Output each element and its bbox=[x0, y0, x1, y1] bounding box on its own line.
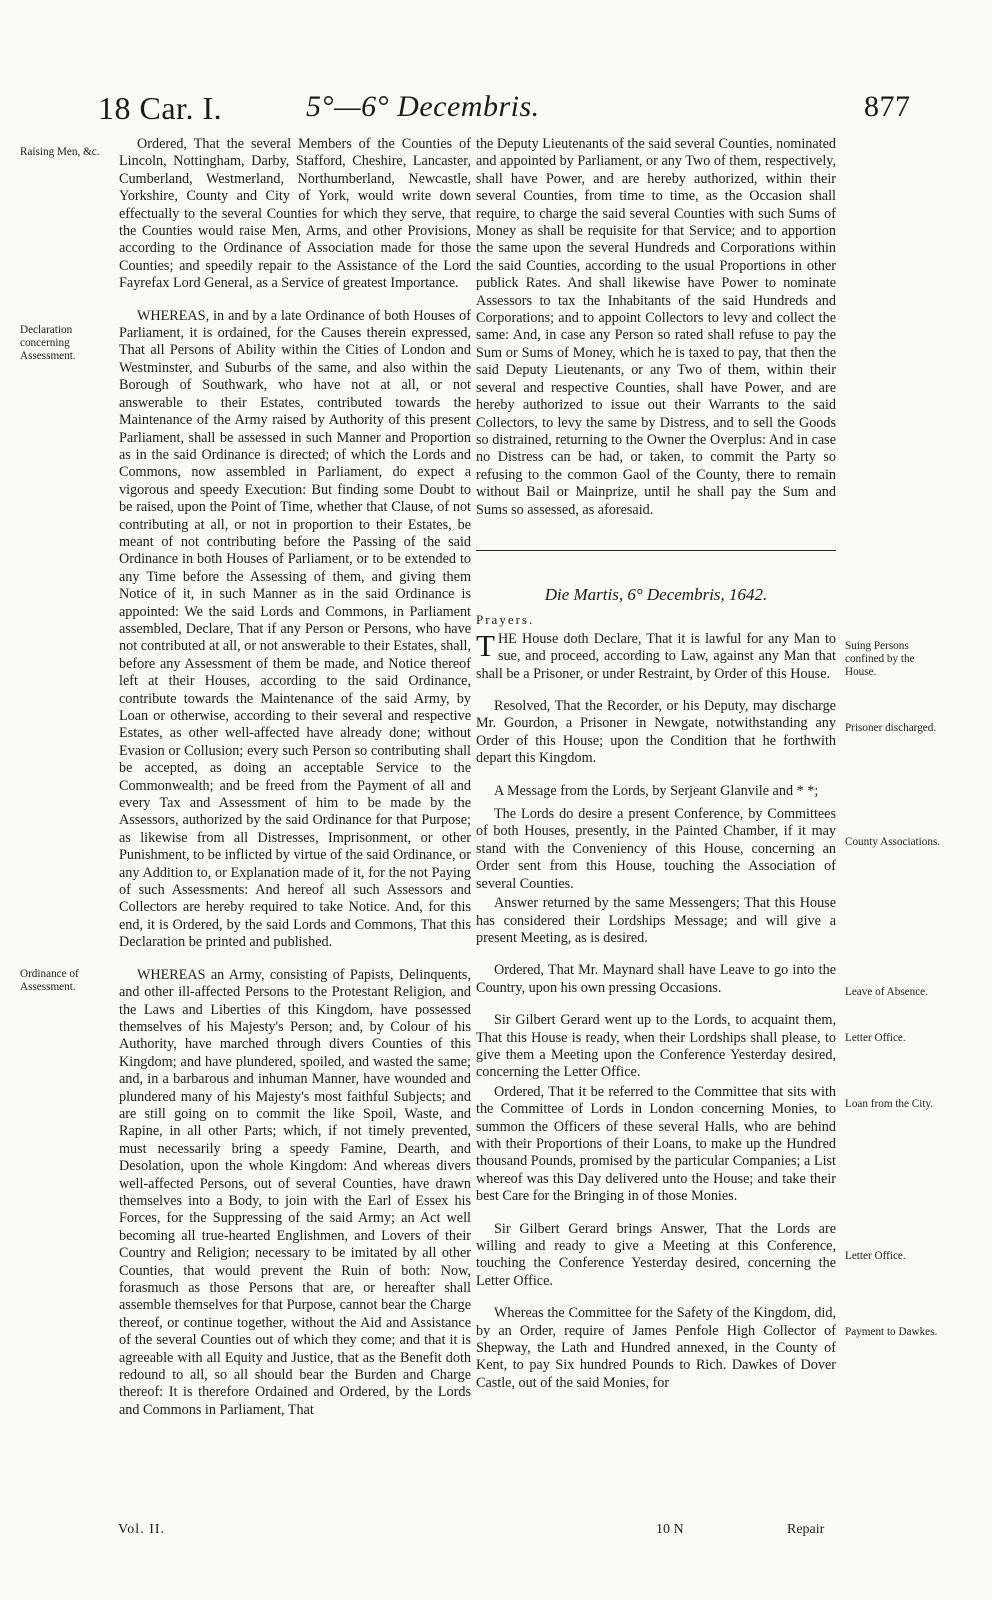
ordinance-assessment: WHEREAS an Army, consisting of Papists, Delinquents, and other ill-affected Persons to the Protestant Religion, and the Laws and Liberties of this Kingdom, have possessed themselves of his Majesty's Person; and, by Colour of his Authority, have marched through divers Counties of this Kingdom; and have plundered, spoiled, and wasted the same; and, in a barbarous and inhuman Manner, have wounded and plundered many of his Majesty's most faithful Subjects; and are still going on to commit the like Spoil, Waste, and Rapine, in all other Parts; which, if not timely prevented, must necessarily bring a speedy Famine, Dearth, and Desolation, upon the whole Kingdom: And whereas divers well-affected Persons, out of several Counties, have drawn themselves into a Body, to join with the Earl of Essex his Forces, for the Suppressing of the said Army; an Act well becoming all true-hearted Englishmen, and Lovers of their Country and Religion; necessary to be imitated by all other Counties, that would prevent the Ruin of both: Now, forasmuch as those Persons that are, or hereafter shall assemble themselves for that Purpose, cannot bear the Charge thereof, or continue together, without the Aid and Assistance of the several Counties out of which they come; and that it is agreeable with all Equity and Justice, that as the Benefit doth redound to all, so all should bear the Burden and Charge thereof: It is therefore Ordained and Ordered, by the Lords and Commons in Parliament, That bbox=[119, 966, 471, 1418]
page-number: 877 bbox=[864, 90, 911, 123]
order-raising-men: Ordered, That the several Members of the Counties of Lincoln, Nottingham, Darby, Stafford, Cheshire, Lancaster, Cumberland, Westmerland, Northumberland, Newcastle, Yorkshire, County and City of York, would write down effectually to the several Counties for which they serve, that the Counties would raise Men, Arms, and other Provisions, according to the Ordinance of Association made for those Counties; and speedily repair to the Assistance of the Lord Fayrefax Lord General, as a Service of greatest Importance. bbox=[119, 136, 471, 292]
running-header-regnal-year: 18 Car. I. bbox=[98, 90, 223, 126]
margin-note-suing-persons: Suing Persons confined by the House. bbox=[845, 640, 915, 678]
entry-prisoner-discharged: Resolved, That the Recorder, or his Deputy, may discharge Mr. Gourdon, a Prisoner in Newgate, notwithstanding any Order of this House; upon the Condition that he forthwith depart this Kingdom. bbox=[476, 698, 836, 767]
running-header-dates: 5°—6° Decembris. bbox=[306, 90, 540, 123]
section-divider bbox=[476, 550, 836, 551]
entry-suing-persons: THE House doth Declare, That it is lawful for any Man to sue, and proceed, according to Law, against any Man that shall be a Prisoner, or under Restraint, by Order of this House. bbox=[476, 627, 836, 682]
right-column-day-section bbox=[476, 566, 836, 1407]
footer-catchword: Repair bbox=[787, 1522, 825, 1537]
margin-note-letter-office-1: Letter Office. bbox=[845, 1032, 906, 1044]
margin-note-prisoner: Prisoner discharged. bbox=[845, 722, 937, 734]
prayers-heading: Prayers. bbox=[476, 612, 535, 628]
entry-payment-dawkes: Whereas the Committee for the Safety of the Kingdom, did, by an Order, require of James Penfole High Collector of Shepway, the Lath and Hundred annexed, in the County of Kent, to pay Six hundred Pounds to Rich. Dawkes of Dover Castle, out of the said Monies, for bbox=[476, 1305, 836, 1391]
entry-letter-office-2: Sir Gilbert Gerard brings Answer, That the Lords are willing and ready to give a Meeting at this Conference, touching the Conference Yesterday desired, concerning the Letter Office. bbox=[476, 1220, 836, 1289]
margin-note-declaration: Declaration concerning Assessment. bbox=[20, 324, 76, 362]
margin-note-leave: Leave of Absence. bbox=[845, 986, 928, 998]
left-column bbox=[119, 136, 471, 1434]
entry-lords-message: A Message from the Lords, by Serjeant Glanvile and * *; bbox=[494, 782, 819, 799]
margin-note-loan: Loan from the City. bbox=[845, 1098, 934, 1110]
right-column-top bbox=[476, 136, 836, 534]
day-heading: Die Martis, 6° Decembris, 1642. bbox=[544, 585, 768, 604]
margin-note-letter-office-2: Letter Office. bbox=[845, 1250, 906, 1262]
ordinance-continuation: the Deputy Lieutenants of the said several Counties, nominated and appointed by Parliament, or any Two of them, respectively, shall have Power, and are hereby authorized, within their several Counties, from time to time, as the Occasion shall require, to charge the said several Counties with such Sums of Money as shall be requisite for that Service; and to apportion the same upon the several Hundreds and Corporations within the said Counties, according to the usual Proportions in other publick Rates. And shall likewise have Power to nominate Assessors to tax the Inhabitants of the said Hundreds and Corporations; and to appoint Collectors to levy and collect the same: And, in case any Person so rated shall refuse to pay the Sum or Sums of Money, which he is taxed to pay, that then the said Deputy Lieutenants, or any Two of them, within their several and respective Counties, shall have Power, and are hereby authorized to issue out their Warrants to the said Collectors, to levy the same by Distress, and to sell the Goods so distrained, returning to the Owner the Overplus: And in case no Distress can be had, or taken, to commit the Party so refusing to the common Gaol of the County, there to remain without Bail or Mainprize, until he shall pay the Sum and Sums so assessed, as aforesaid. bbox=[476, 136, 836, 518]
entry-leave-of-absence: Ordered, That Mr. Maynard shall have Leave to go into the Country, upon his own pressing Occasions. bbox=[476, 962, 836, 996]
margin-note-county-associations: County Associations. bbox=[845, 836, 941, 848]
entry-loan-from-city: Ordered, That it be referred to the Committee that sits with the Committee of Lords in London concerning Monies, to summon the Officers of these several Halls, who are behind with their Proportions of their Loans, to make up the Hundred thousand Pounds, promised by the particular Companies; a List whereof was this Day delivered unto the House; and take their best Care for the Bringing in of those Monies. bbox=[476, 1083, 836, 1205]
footer-volume: Vol. II. bbox=[118, 1522, 166, 1537]
entry-letter-office-1: Sir Gilbert Gerard went up to the Lords, to acquaint them, That this House is ready, when their Lordships shall please, to give them a Meeting upon the Conference Yesterday desired, concerning the Letter Office. bbox=[476, 1012, 836, 1081]
margin-note-ordinance: Ordinance of Assessment. bbox=[20, 968, 79, 993]
entry-answer-returned: Answer returned by the same Messengers; That this House has considered their Lordships Message; and will give a present Meeting, as is desired. bbox=[476, 895, 836, 946]
declaration-assessment: WHEREAS, in and by a late Ordinance of both Houses of Parliament, it is ordained, for the Causes therein expressed, That all Persons of Ability within the Cities of London and Westminster, and Suburbs of the same, and also within the Borough of Southwark, who have not at all, or not answerable to their Estates, contributed towards the Maintenance of the Army raised by Authority of this present Parliament, shall be assessed in such Manner and Proportion as in the said Ordinance is directed; of which the Lords and Commons, now assembled in Parliament, do expect a vigorous and speedy Execution: But finding some Doubt to be raised, upon the Point of Time, whether that Clause, of not contributing at all, or not in proportion to their Estates, be meant of not contributing before the Passing of the said Ordinance in both Houses of Parliament, or to be extended to any Time before the Assessing of them, and giving them Notice of it, in such Manner as in the said Ordinance is appointed: We the said Lords and Commons, in Parliament assembled, Declare, That if any Person or Persons, who have not contributed at all, or not answerable to their Estates, shall, before any Assessment of them be made, and Notice thereof left at their Houses, according to the said Ordinance, contribute towards the Maintenance of the said Army, by Loan or otherwise, according to their several and respective Estates, as other well-affected have already done; without Evasion or Collusion; every such Person so contributing shall be accepted, as doing an acceptable Service to the Commonwealth; and be freed from the Payment of all and every Tax and Assessment of him to be made by the Assessors, authorized by the said Ordinance for that Purpose; as likewise from all Distresses, Imprisonment, or other Punishment, to be inflicted by virtue of the said Ordinance, or any Addition to, or Explanation made of it, for the not Paying of such Assessments: And hereof all such Assessors and Collectors are hereby required to take Notice. And, for this end, it is Ordered, by the said Lords and Commons, That this Declaration be printed and published. bbox=[119, 307, 471, 951]
margin-note-payment: Payment to Dawkes. bbox=[845, 1326, 938, 1338]
entry-conference-request: The Lords do desire a present Conference, by Committees of both Houses, presently, in the Painted Chamber, if it may stand with the Conveniency of this House, concerning an Order sent from this House, touching the Association of several Counties. bbox=[476, 806, 836, 892]
footer-signature: 10 N bbox=[656, 1522, 684, 1537]
margin-note-raising-men: Raising Men, &c. bbox=[20, 146, 100, 158]
